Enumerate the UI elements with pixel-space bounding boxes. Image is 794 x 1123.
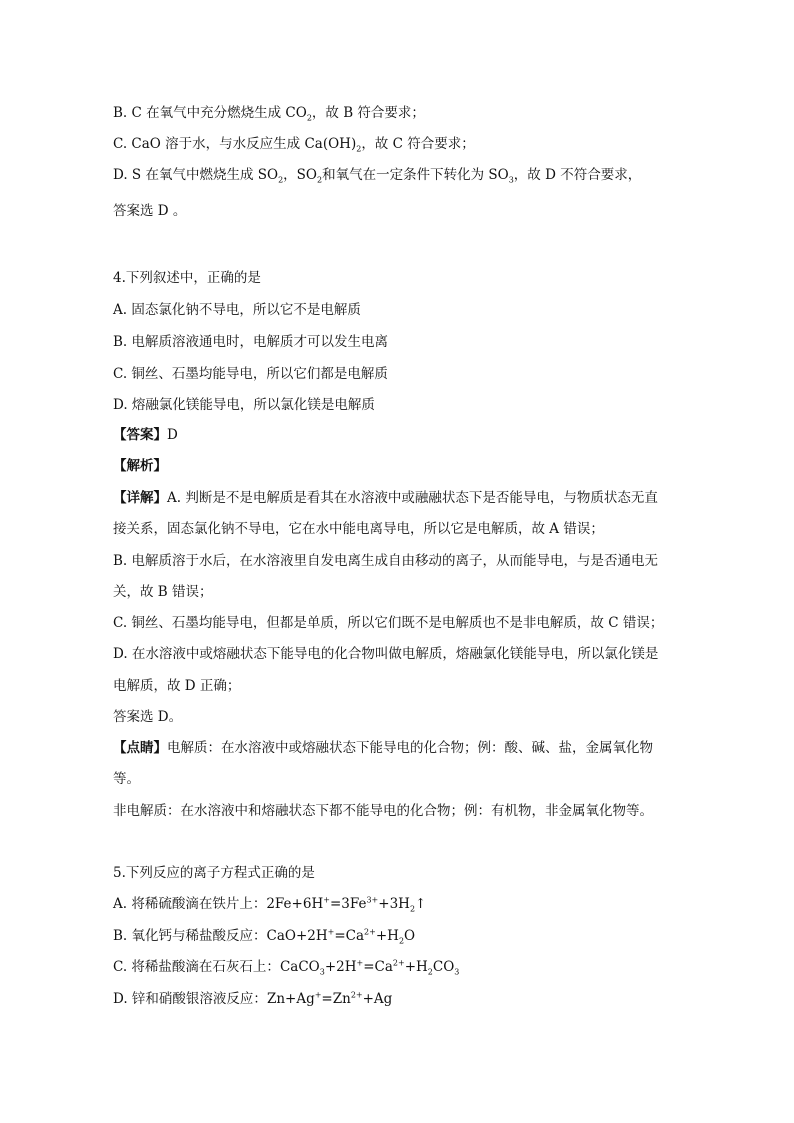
- detail-tag: 【详解】: [113, 490, 167, 506]
- prev-answer-line: 答案选 D 。: [113, 203, 187, 219]
- q5-option-b: B. 氧化钙与稀盐酸反应：$CaO+2H^+=Ca^{2+}+H_2O$: [113, 927, 416, 946]
- q5-option-a: A. 将稀硫酸滴在铁片上：$2Fe+6H^+=3Fe^{3+}+3H_2↑$: [113, 895, 427, 914]
- q4-answer: [113, 425, 693, 445]
- q4-stem: 4.下列叙述中，正确的是: [113, 270, 261, 286]
- q5-option-d: D. 锌和硝酸银溶液反应：$Zn+Ag^+=Zn^{2+}+Ag$: [113, 990, 393, 1007]
- q4-detail-a-line1: 【详解】A. 判断是不是电解质是看其在水溶液中或融融状态下是否能导电，与物质状态无直: [113, 490, 658, 506]
- q4-detail-b-line1: B. 电解质溶于水后，在水溶液里自发电离生成自由移动的离子，从而能导电，与是否通电无: [113, 553, 659, 569]
- answer-value: D: [167, 427, 178, 443]
- q4-option-d: D. 熔融氯化镁能导电，所以氯化镁是电解质: [113, 397, 375, 413]
- q4-detail-b-line2: 关，故 B 错误；: [113, 584, 213, 600]
- q4-option-c: C. 铜丝、石墨均能导电，所以它们都是电解质: [113, 366, 388, 382]
- answer-tag: 【答案】: [113, 427, 167, 443]
- prev-option-d-explanation: D. S 在氧气中燃烧生成 $SO_2$，$SO_2$和氧气在一定条件下转化为 $SO_3$，故 D 不符合要求，: [113, 167, 642, 185]
- q4-point-line2: 等。: [113, 771, 140, 787]
- q4-option-b: B. 电解质溶液通电时，电解质才可以发生电离: [113, 334, 389, 350]
- q4-detail-a-line2: 接关系，固态氯化钠不导电，它在水中能电离导电，所以它是电解质，故 A 错误；: [113, 521, 604, 537]
- q5-stem: 5.下列反应的离子方程式正确的是: [113, 865, 315, 881]
- q5-option-c: C. 将稀盐酸滴在石灰石上：$CaCO_3+2H^+=Ca^{2+}+H_2CO_3$: [113, 958, 460, 977]
- q4-analysis-tag: 【解析】: [113, 458, 167, 474]
- q4-point-line3: 非电解质：在水溶液中和熔融状态下都不能导电的化合物；例：有机物，非金属氧化物等。: [113, 803, 653, 819]
- q4-answer-line: 答案选 D。: [113, 709, 183, 725]
- q4-detail-d-line2: 电解质，故 D 正确；: [113, 678, 241, 694]
- q4-detail-d-line1: D. 在水溶液中或熔融状态下能导电的化合物叫做电解质，熔融氯化镁能导电，所以氯化镁是: [113, 646, 659, 662]
- q4-option-a: A. 固态氯化钠不导电，所以它不是电解质: [113, 302, 361, 318]
- point-tag: 【点睛】: [113, 740, 167, 756]
- q4-detail-c: C. 铜丝、石墨均能导电，但都是单质，所以它们既不是电解质也不是非电解质，故 C 错误；: [113, 615, 664, 631]
- prev-option-c-explanation: C. CaO 溶于水，与水反应生成 $Ca(OH)_2$，故 C 符合要求；: [113, 136, 475, 154]
- prev-option-b-explanation: B. C 在氧气中充分燃烧生成 $CO_2$，故 B 符合要求；: [113, 105, 425, 123]
- q4-point-line1: 【点睛】电解质：在水溶液中或熔融状态下能导电的化合物；例：酸、碱、盐，金属氧化物: [113, 740, 653, 756]
